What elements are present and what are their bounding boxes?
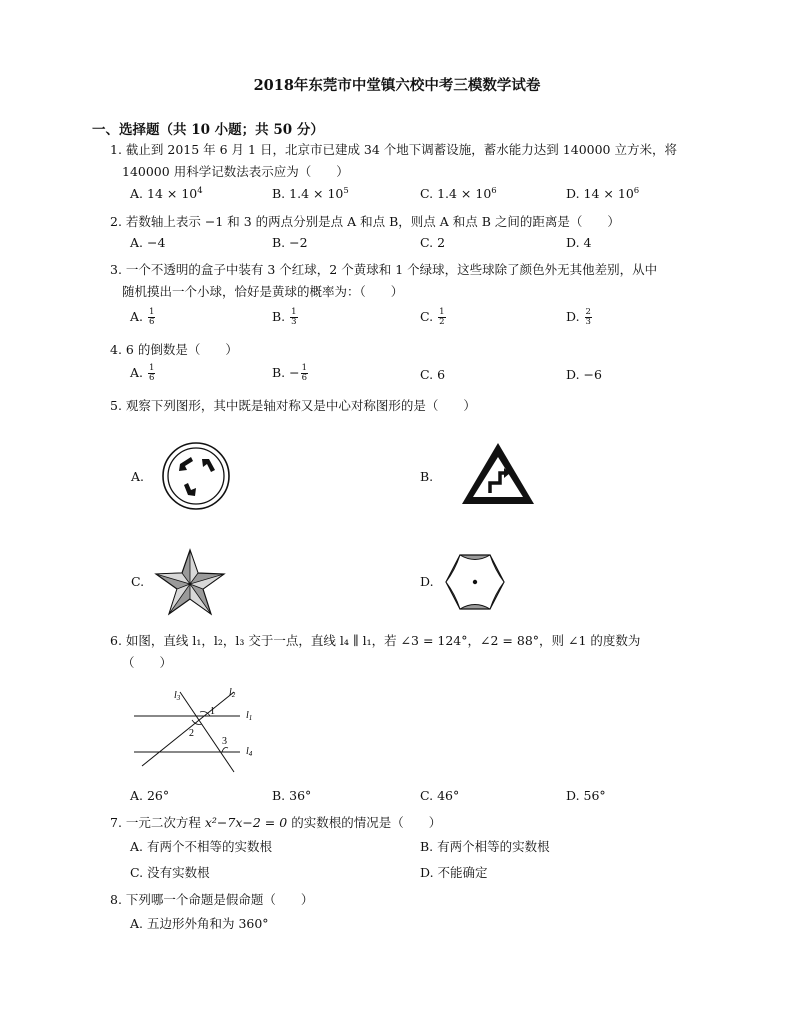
q4-option-b: B. − $\frac{1}{6}$ <box>272 363 308 383</box>
question-1-line1: 1. 截止到 2015 年 6 月 1 日，北京市已建成 34 个地下调蓄设施，蓄水能力达到 140000 立方米，将 <box>110 142 677 157</box>
angle-3-label: 3 <box>222 736 227 747</box>
q2-option-c: C. 2 <box>420 235 446 250</box>
parallel-lines-figure <box>130 684 270 776</box>
circle-with-arrows-figure <box>160 440 232 512</box>
label-l3: $l_3$ <box>174 690 181 702</box>
question-6-line2: （ ） <box>122 655 173 670</box>
q3-option-a: A. $\frac{1}{6}$ <box>130 307 155 327</box>
equation: x²−7x−2 = 0 <box>204 815 288 830</box>
label-l4: $l_4$ <box>246 746 253 758</box>
q3-option-d: D. $\frac{2}{3}$ <box>566 307 591 327</box>
q5-option-a-label: A. <box>131 469 145 484</box>
question-3 <box>110 259 710 303</box>
question-5: 5. 观察下列图形，其中既是轴对称又是中心对称图形的是（ ） <box>110 398 476 413</box>
question-6 <box>110 630 710 674</box>
q4-option-a: A. $\frac{1}{6}$ <box>130 363 155 383</box>
angle-2-label: 2 <box>189 728 194 739</box>
q1-option-b: B. $1.4 \times 10^5$ <box>272 186 349 202</box>
q1-option-a: A. $14 \times 10^4$ <box>130 186 203 202</box>
q3-option-b: B. $\frac{1}{3}$ <box>272 307 297 327</box>
q5-option-d-label: D. <box>420 574 434 589</box>
q6-option-c: C. 46° <box>420 788 460 803</box>
q8-option-a: A. 五边形外角和为 360° <box>130 916 269 931</box>
q2-option-b: B. −2 <box>272 235 308 250</box>
q7-option-c: C. 没有实数根 <box>130 865 210 880</box>
question-8: 8. 下列哪一个命题是假命题（ ） <box>110 892 314 907</box>
q4-option-d: D. −6 <box>566 367 602 382</box>
q7-option-b: B. 有两个相等的实数根 <box>420 839 550 854</box>
question-1-line2: 140000 用科学记数法表示应为（ ） <box>122 164 349 179</box>
question-4: 4. 6 的倒数是（ ） <box>110 342 238 357</box>
q2-option-a: A. −4 <box>130 235 166 250</box>
q7-option-a: A. 有两个不相等的实数根 <box>130 839 272 854</box>
q6-option-d: D. 56° <box>566 788 606 803</box>
q6-option-b: B. 36° <box>272 788 312 803</box>
question-3-line1: 3. 一个不透明的盒子中装有 3 个红球，2 个黄球和 1 个绿球，这些球除了颜色外无其他差别，从中 <box>110 262 658 277</box>
angle-1-label: 1 <box>210 706 215 717</box>
q6-option-a: A. 26° <box>130 788 170 803</box>
question-7: 7. 一元二次方程 x²−7x−2 = 0 的实数根的情况是（ ） <box>110 815 442 830</box>
question-6-line1: 6. 如图，直线 l₁，l₂，l₃ 交于一点，直线 l₄ ∥ l₁，若 ∠3 = 124°，∠2 = 88°，则 ∠1 的度数为 <box>110 633 641 648</box>
question-1 <box>110 139 710 183</box>
warning-triangle-figure <box>460 441 536 507</box>
section-heading: 一、选择题（共 10 小题；共 50 分） <box>92 122 324 138</box>
question-2: 2. 若数轴上表示 −1 和 3 的两点分别是点 A 和点 B，则点 A 和点 B 之间的距离是（ ） <box>110 214 620 229</box>
label-l2: $l_2$ <box>229 687 236 699</box>
q1-option-d: D. $14 \times 10^6$ <box>566 186 640 202</box>
star-figure <box>154 548 226 616</box>
exam-title: 2018年东莞市中堂镇六校中考三模数学试卷 <box>253 77 541 94</box>
q4-option-c: C. 6 <box>420 367 446 382</box>
hexagon-figure <box>444 552 506 612</box>
q2-option-d: D. 4 <box>566 235 592 250</box>
question-3-line2: 随机摸出一个小球，恰好是黄球的概率为：（ ） <box>122 284 404 299</box>
q3-option-c: C. $\frac{1}{2}$ <box>420 307 445 327</box>
q5-option-b-label: B. <box>420 469 434 484</box>
q5-option-c-label: C. <box>131 574 145 589</box>
q7-option-d: D. 不能确定 <box>420 865 488 880</box>
label-l1: $l_1$ <box>246 710 253 722</box>
q1-option-c: C. $1.4 \times 10^6$ <box>420 186 497 202</box>
